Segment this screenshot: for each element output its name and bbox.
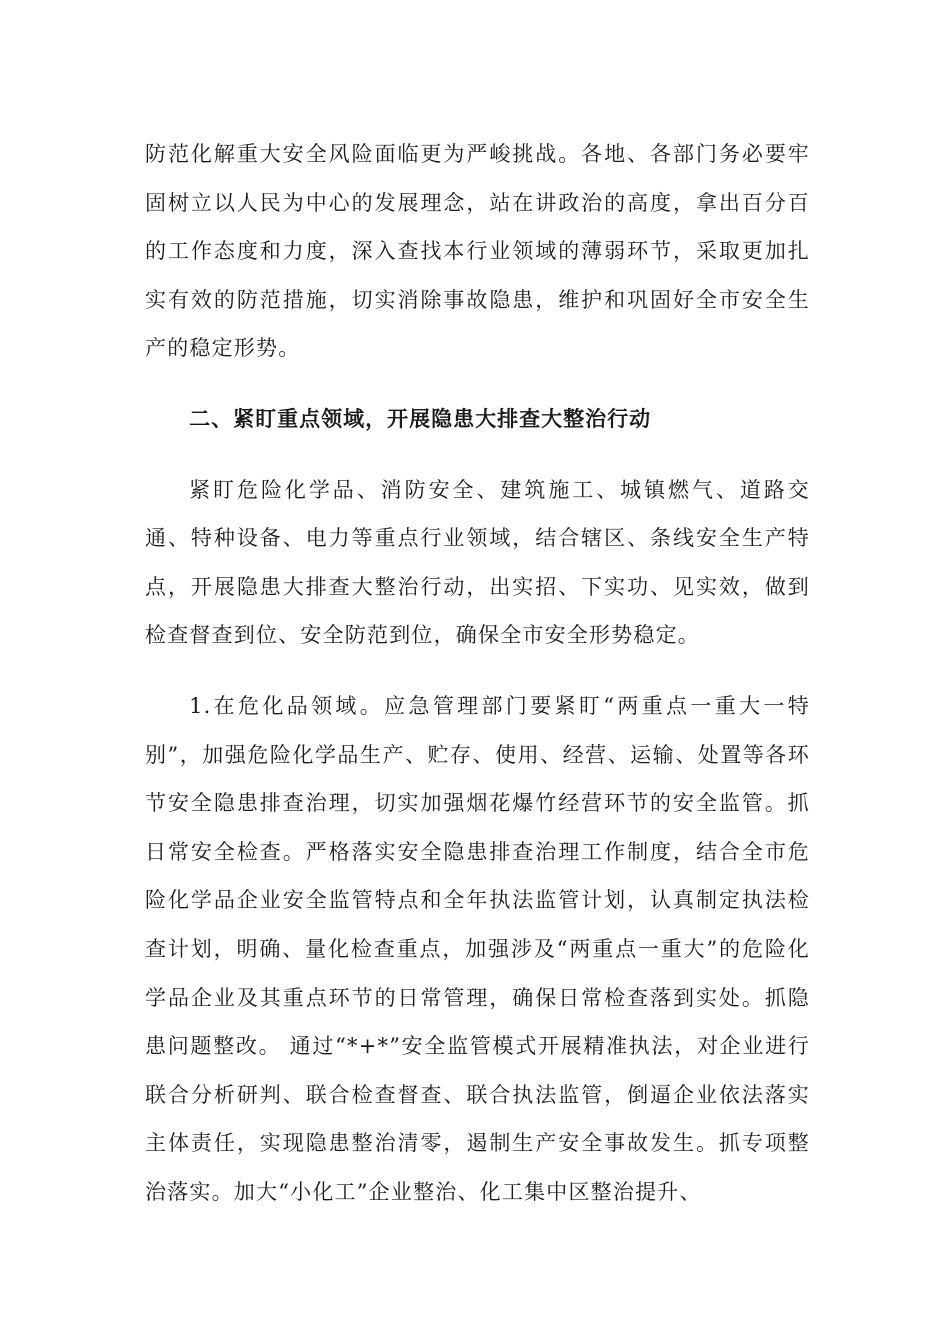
paragraph-spacer — [145, 660, 810, 682]
section-heading: 二、紧盯重点领域，开展隐患大排查大整治行动 — [189, 406, 652, 431]
paragraph-key-areas: 紧盯危险化学品、消防安全、建筑施工、城镇燃气、道路交通、特种设备、电力等重点行业领域，结合辖区、条线安全生产特点，开展隐患大排查大整治行动，出实招、下实功、见实效，做到检查督查到位、安全防范到位，确保全市安全形势稳定。 — [145, 477, 810, 648]
paragraph-hazardous-chemicals: 1.在危化品领域。应急管理部门要紧盯“两重点一重大一特别”，加强危险化学品生产、贮存、使用、经营、运输、处置等各环节安全隐患排查治理，切实加强烟花爆竹经营环节的安全监管。抓日常安全检查。严格落实安全隐患排查治理工作制度，结合全市危险化学品企业安全监管特点和全年执法监管计划，认真制定执法检查计划，明确、量化检查重点，加强涉及“两重点一重大”的危险化学品企业及其重点环节的日常管理，确保日常检查落到实处。抓隐患问题整改。 通过“*+*”安全监管模式开展精准执法，对企业进行联合分析研判、联合检查督查、联合执法监管，倒逼企业依法落实主体责任，实现隐患整治清零，遏制生产安全事故发生。抓专项整治落实。加大“小化工”企业整治、化工集中区整治提升、 — [145, 693, 810, 1204]
paragraph-spacer — [145, 373, 810, 395]
document-body — [145, 130, 810, 1216]
paragraph-spacer — [145, 444, 810, 466]
paragraph-continuation: 防范化解重大安全风险面临更为严峻挑战。各地、各部门务必要牢固树立以人民为中心的发展理念，站在讲政治的高度，拿出百分百的工作态度和力度，深入查找本行业领域的薄弱环节，采取更加扎实有效的防范措施，切实消除事故隐患，维护和巩固好全市安全生产的稳定形势。 — [145, 142, 810, 361]
